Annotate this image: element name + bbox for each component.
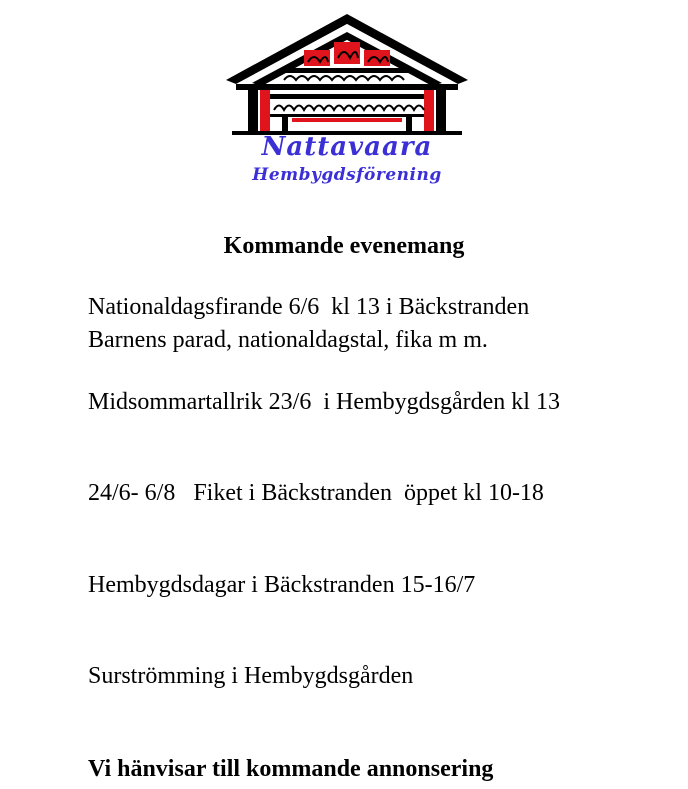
event-line: 24/6- 6/8 Fiket i Bäckstranden öppet kl 10-18 <box>88 480 544 506</box>
page-heading: Kommande evenemang <box>223 233 465 259</box>
logo-subtitle: Hembygdsförening <box>252 165 442 185</box>
event-line: Barnens parad, nationaldagstal, fika m m. <box>88 327 488 353</box>
house-logo-graphic <box>222 10 472 136</box>
event-line: Midsommartallrik 23/6 i Hembygdsgården kl 13 <box>88 389 560 415</box>
event-line: Hembygdsdagar i Bäckstranden 15-16/7 <box>88 572 476 598</box>
logo-name: Nattavaara <box>261 132 433 162</box>
event-line: Surströmming i Hembygdsgården <box>88 663 414 689</box>
footer-note: Vi hänvisar till kommande annonsering <box>88 756 494 782</box>
event-line: Nationaldagsfirande 6/6 kl 13 i Bäckstranden <box>88 294 530 320</box>
association-logo <box>222 10 472 190</box>
